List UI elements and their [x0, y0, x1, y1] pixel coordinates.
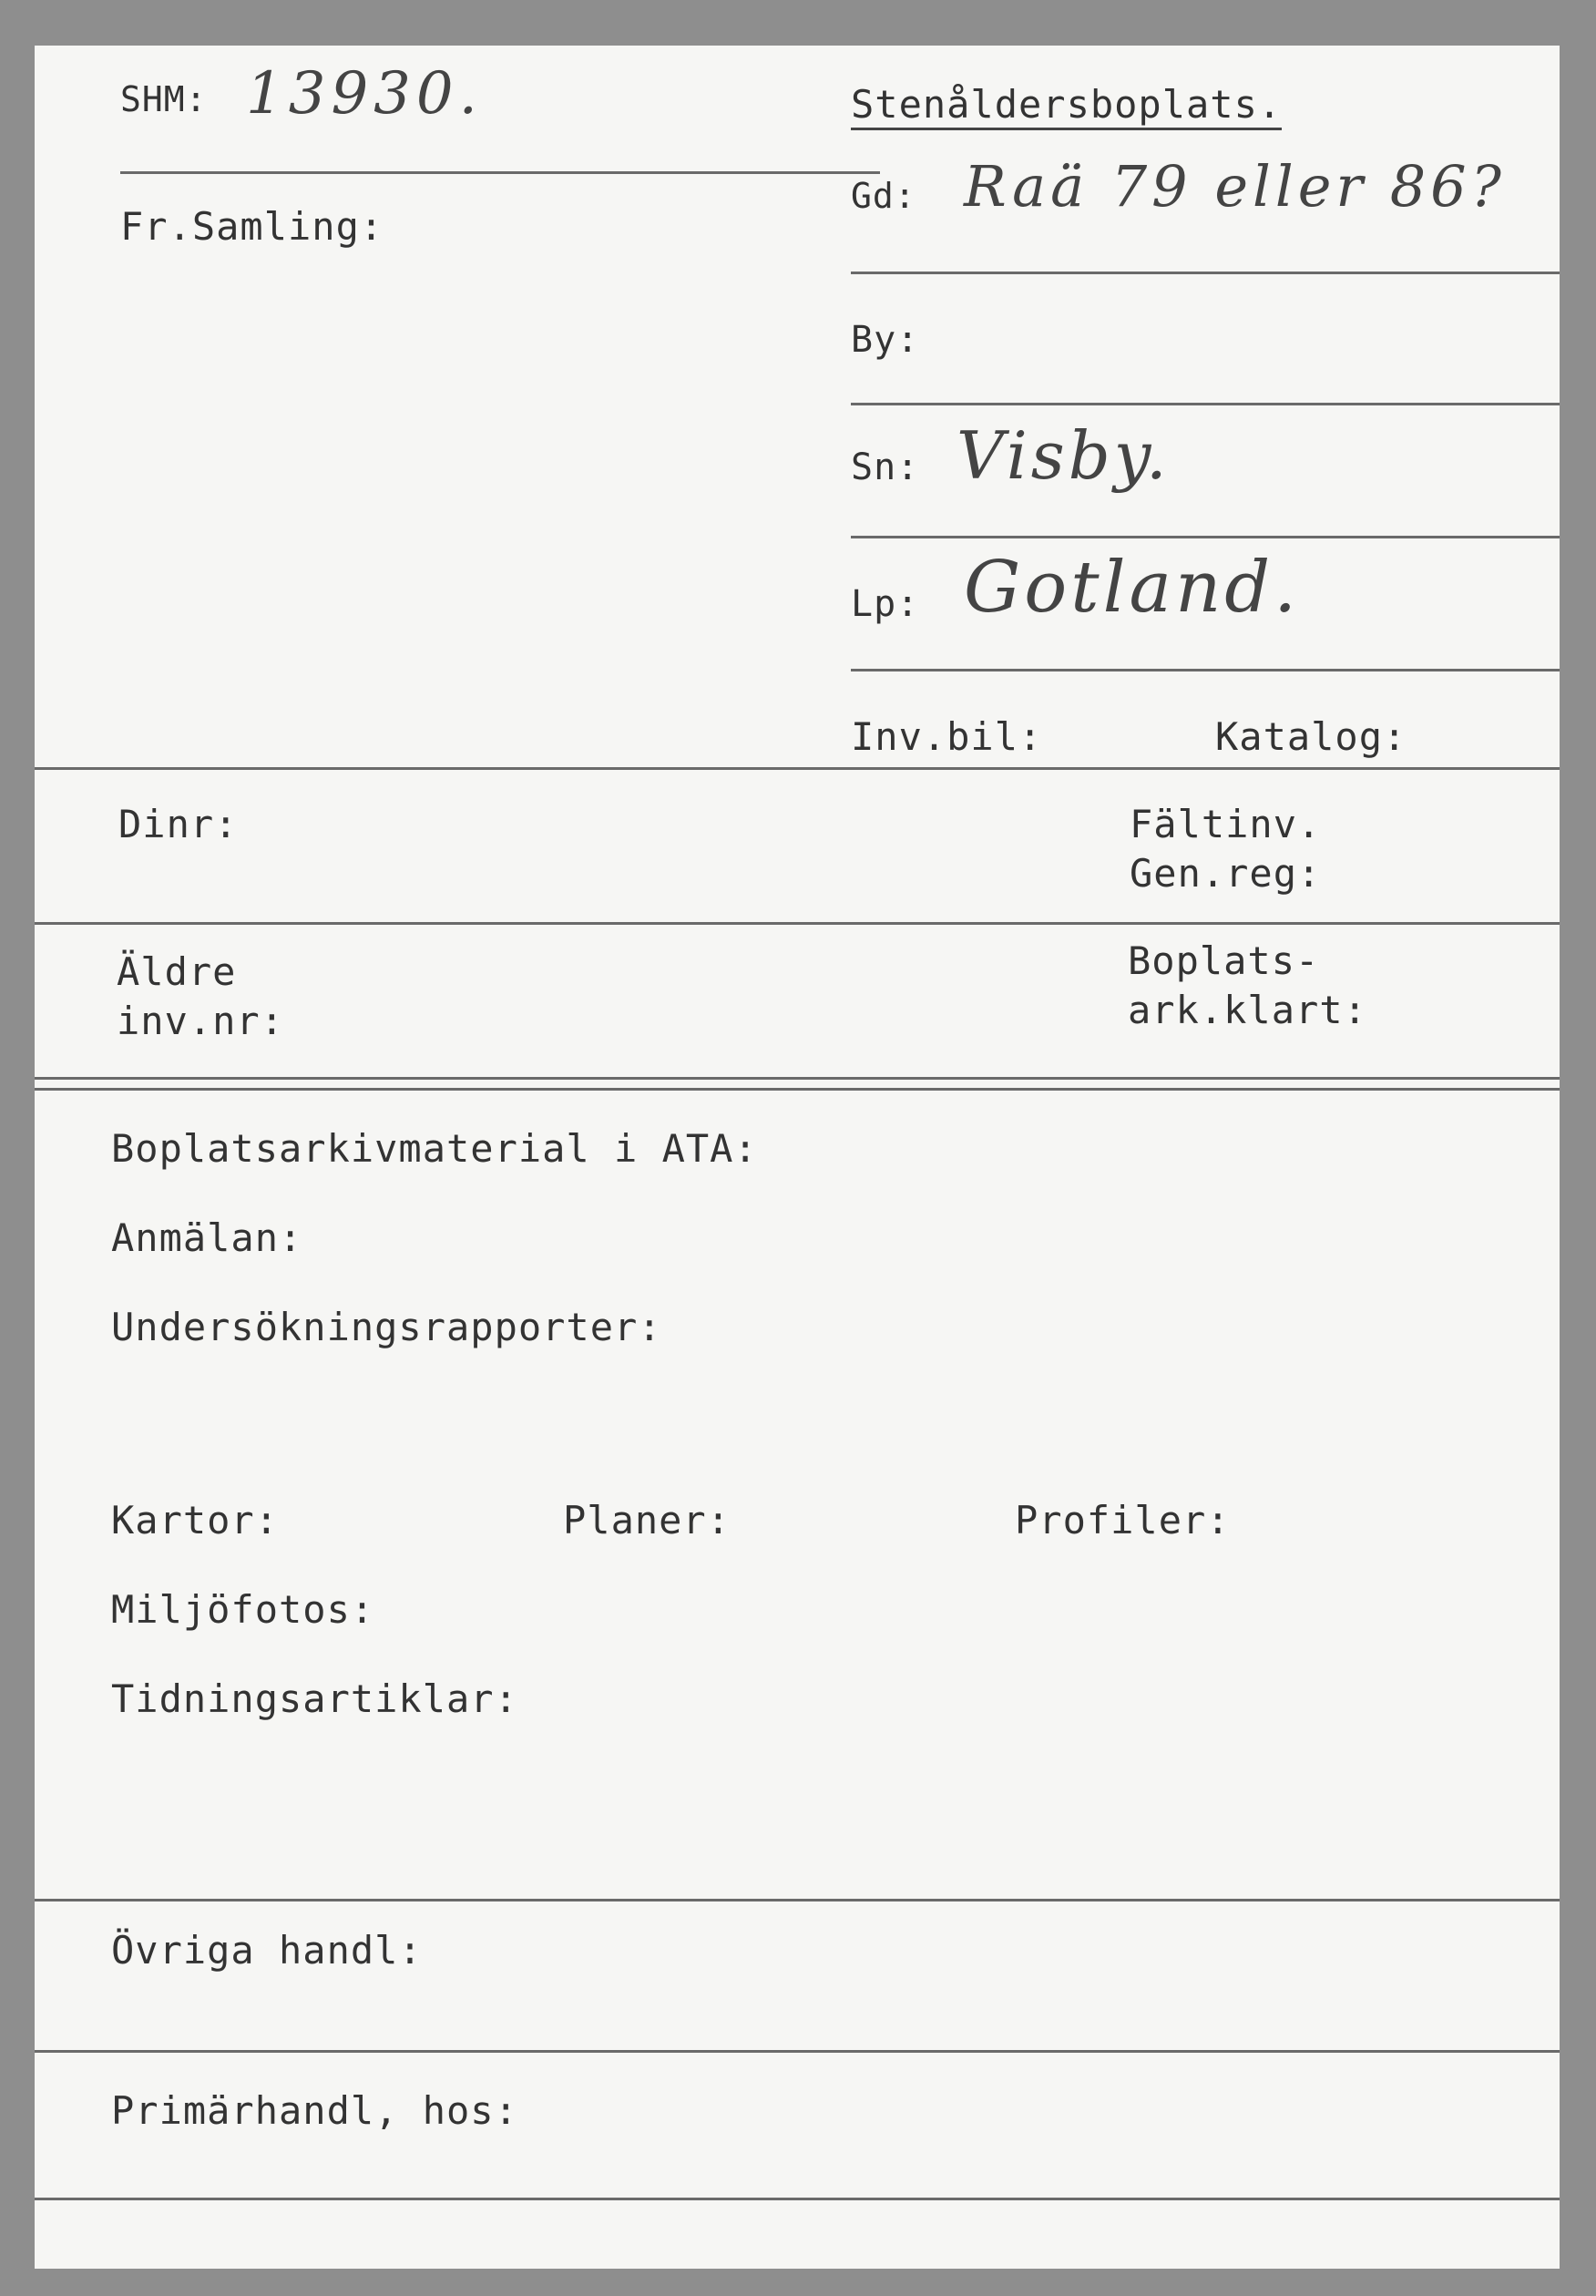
card-title: Stenåldersboplats.	[851, 82, 1282, 130]
divider-lp	[851, 669, 1560, 671]
divider-by	[851, 403, 1560, 405]
lp-label: Lp:	[851, 583, 920, 625]
divider-archive-top-2	[35, 1088, 1560, 1091]
divider-sn	[851, 536, 1560, 538]
inv-bil-label: Inv.bil:	[851, 714, 1043, 759]
planer-label: Planer:	[563, 1498, 732, 1543]
divider-inventory-mid	[35, 922, 1560, 925]
undersokning-label: Undersökningsrapporter:	[111, 1305, 662, 1349]
catalog-card	[35, 46, 1560, 2269]
fr-samling-label: Fr.Samling:	[120, 204, 384, 249]
divider-bottom	[35, 2198, 1560, 2200]
primar-label: Primärhandl, hos:	[111, 2088, 518, 2133]
sn-label: Sn:	[851, 446, 920, 488]
aldre-label-line2: inv.nr:	[117, 999, 285, 1043]
ovriga-label: Övriga handl:	[111, 1928, 423, 1973]
genreg-label: Gen.reg:	[1130, 851, 1322, 896]
shm-label: SHM:	[120, 79, 208, 119]
archive-heading: Boplatsarkivmaterial i ATA:	[111, 1126, 758, 1171]
lp-value: Gotland.	[964, 547, 1301, 629]
sn-value: Visby.	[957, 417, 1171, 494]
kartor-label: Kartor:	[111, 1498, 280, 1543]
gd-value: Raä 79 eller 86?	[964, 153, 1506, 220]
divider-primar	[35, 2050, 1560, 2053]
boplats-label-line1: Boplats-	[1128, 938, 1320, 983]
shm-value: 13930.	[246, 60, 483, 128]
boplats-label-line2: ark.klart:	[1128, 988, 1367, 1032]
dinr-label: Dinr:	[118, 802, 239, 846]
divider-shm	[120, 171, 880, 174]
divider-ovriga	[35, 1899, 1560, 1901]
miljofotos-label: Miljöfotos:	[111, 1587, 375, 1632]
profiler-label: Profiler:	[1015, 1498, 1231, 1543]
divider-archive-top-1	[35, 1077, 1560, 1080]
tidningsartiklar-label: Tidningsartiklar:	[111, 1676, 518, 1721]
aldre-label-line1: Äldre	[117, 949, 237, 994]
anmalan-label: Anmälan:	[111, 1215, 303, 1260]
by-label: By:	[851, 319, 920, 361]
divider-gd	[851, 272, 1560, 274]
faltinv-label: Fältinv.	[1130, 802, 1322, 846]
katalog-label: Katalog:	[1215, 714, 1407, 759]
divider-inventory-top	[35, 767, 1560, 770]
gd-label: Gd:	[851, 176, 916, 216]
